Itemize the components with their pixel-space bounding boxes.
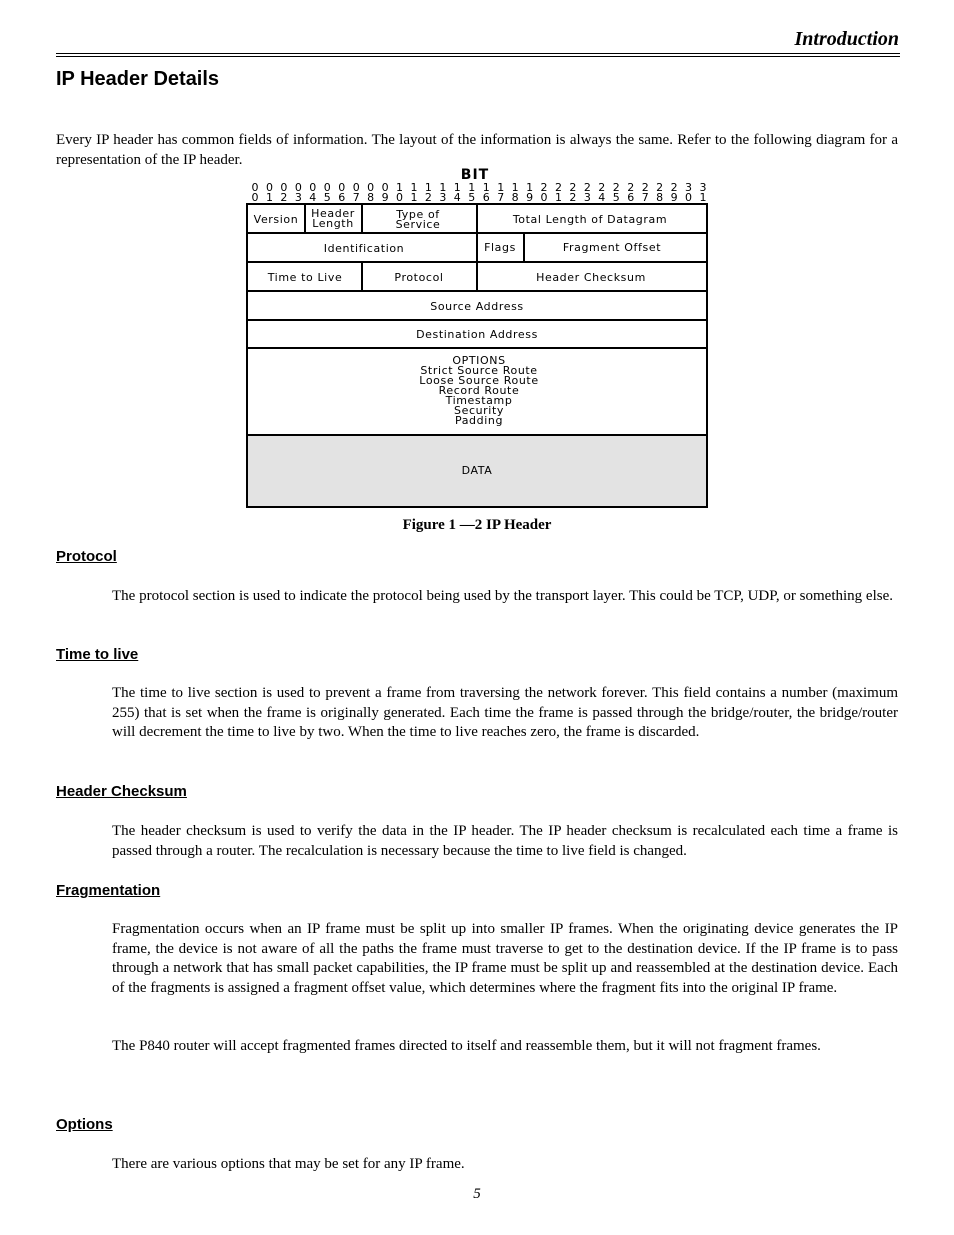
bit-ones-digit: 3 (294, 191, 302, 204)
bit-tens-digit: 1 (439, 181, 447, 194)
bit-ones-digit: 8 (656, 191, 664, 204)
page-title: IP Header Details (56, 68, 220, 90)
bit-ones-digit: 6 (338, 191, 346, 204)
field-total-length: Total Length of Datagram (512, 213, 668, 226)
bit-tens-digit: 0 (352, 181, 360, 194)
bit-ones-digit: 9 (381, 191, 389, 204)
field-time-to-live: Time to Live (267, 271, 343, 284)
bit-ones-digit: 8 (511, 191, 519, 204)
bit-ones-digit: 0 (540, 191, 548, 204)
field-protocol: Protocol (394, 271, 444, 284)
bit-ones-digit: 2 (280, 191, 288, 204)
bit-tens-digit: 0 (367, 181, 375, 194)
bit-ones-digit: 2 (424, 191, 432, 204)
field-header-checksum: Header Checksum (536, 271, 646, 284)
bit-tens-digit: 1 (526, 181, 534, 194)
bit-ones-digit: 7 (641, 191, 649, 204)
header-rule-bottom (56, 56, 900, 57)
bit-tens-digit: 2 (555, 181, 562, 194)
section-heading-fragmentation: Fragmentation (56, 882, 161, 899)
bit-tens-digit: 1 (468, 181, 476, 194)
bit-label: BIT (460, 167, 490, 183)
field-identification: Identification (323, 242, 405, 255)
field-options-title: OPTIONS (452, 354, 506, 367)
field-flags: Flags (484, 241, 516, 254)
bit-tens-digit: 1 (424, 181, 432, 194)
running-head: Introduction (794, 28, 899, 50)
bit-tens-digit: 1 (453, 181, 461, 194)
section-paragraph-fragmentation-1: Fragmentation occurs when an IP frame must be split up into smaller IP frames. When the originating device generates the IP frame, the device is not aware of all the paths the frame must traverse to get to the destination device. If the IP frame is to pass through a network that has small packet capabilities, the IP frame must be split up and reassembled at the destination device. Each of the fragments is assigned a fragment offset value, which determines where the fragment fits into the original IP frame. (112, 921, 898, 996)
bit-ones-digit: 0 (685, 191, 692, 204)
bit-ones-digit: 1 (555, 191, 562, 204)
bit-tens-digit: 1 (396, 181, 403, 194)
field-data: DATA (461, 464, 493, 477)
bit-tens-digit: 0 (266, 181, 273, 194)
bit-tens-digit: 2 (540, 181, 548, 194)
bit-ones-digit: 7 (352, 191, 360, 204)
field-header-length-line1: Header (311, 207, 355, 220)
field-options-padding: Padding (454, 414, 504, 427)
bit-tens-digit: 0 (323, 181, 331, 194)
header-rule-top (56, 53, 900, 54)
bit-ones-digit: 1 (410, 191, 418, 204)
bit-tens-digit: 2 (569, 181, 577, 194)
intro-paragraph: Every IP header has common fields of information. The layout of the information is always the same. Refer to the following diagram for a representation of the IP header. (56, 132, 898, 168)
field-type-of-service-line2: Service (395, 218, 441, 231)
bit-ones-digit: 6 (627, 191, 635, 204)
bit-tens-digit: 2 (583, 181, 591, 194)
section-heading-protocol: Protocol (56, 548, 117, 565)
bit-ones-digit: 8 (367, 191, 375, 204)
bit-ones-digit: 7 (497, 191, 505, 204)
section-paragraph-header-checksum: The header checksum is used to verify the data in the IP header. The IP header checksum is recalculated each time a frame is passed through a router. The recalculation is necessary because the time to live field is changed. (112, 823, 898, 859)
bit-tens-digit: 0 (338, 181, 346, 194)
bit-tens-digit: 1 (482, 181, 490, 194)
bit-tens-digit: 0 (294, 181, 302, 194)
bit-tens-digit: 1 (410, 181, 418, 194)
bit-ones-digit: 2 (569, 191, 577, 204)
section-heading-options: Options (56, 1116, 113, 1133)
bit-ruler (252, 181, 707, 204)
ip-header-diagram (244, 166, 710, 512)
bit-ones-digit: 5 (323, 191, 331, 204)
figure-caption: Figure 1 —2 IP Header (402, 517, 552, 533)
field-version: Version (253, 213, 299, 226)
section-paragraph-options: There are various options that may be set for any IP frame. (112, 1156, 465, 1172)
bit-tens-digit: 0 (280, 181, 288, 194)
field-type-of-service-line1: Type of (396, 208, 440, 221)
section-heading-header-checksum: Header Checksum (56, 783, 187, 800)
field-options-loose-source-route: Loose Source Route (419, 374, 539, 387)
bit-tens-digit: 3 (685, 181, 692, 194)
bit-tens-digit: 2 (641, 181, 649, 194)
bit-tens-digit: 0 (251, 181, 259, 194)
bit-ones-digit: 0 (251, 191, 259, 204)
bit-tens-digit: 1 (497, 181, 505, 194)
bit-tens-digit: 2 (670, 181, 678, 194)
bit-ones-digit: 3 (583, 191, 591, 204)
bit-tens-digit: 0 (309, 181, 317, 194)
field-options-security: Security (454, 404, 504, 417)
field-options-record-route: Record Route (438, 384, 520, 397)
bit-ones-digit: 5 (468, 191, 476, 204)
bit-tens-digit: 3 (699, 181, 707, 194)
bit-ones-digit: 4 (453, 191, 461, 204)
bit-ones-digit: 6 (482, 191, 490, 204)
field-options-strict-source-route: Strict Source Route (420, 364, 538, 377)
bit-tens-digit: 0 (381, 181, 389, 194)
bit-tens-digit: 2 (656, 181, 664, 194)
bit-tens-digit: 2 (612, 181, 620, 194)
section-paragraph-time-to-live: The time to live section is used to prevent a frame from traversing the network forever. This field contains a number (maximum 255) that is set when the frame is originally generated. Each time the frame is passed through the bridge/router, the bridge/router will decrement the time to live by two. When the time to live reaches zero, the frame is discarded. (112, 685, 898, 741)
bit-ones-digit: 4 (309, 191, 317, 204)
section-paragraph-fragmentation-2: The P840 router will accept fragmented frames directed to itself and reassemble them, but it will not fragment frames. (112, 1038, 821, 1054)
field-fragment-offset: Fragment Offset (562, 241, 662, 254)
bit-ones-digit: 9 (526, 191, 534, 204)
field-header-length-line2: Length (312, 217, 354, 230)
bit-ones-digit: 1 (699, 191, 707, 204)
bit-ones-digit: 4 (598, 191, 606, 204)
field-options-timestamp: Timestamp (445, 394, 513, 407)
page-number: 5 (473, 1186, 481, 1202)
section-paragraph-protocol: The protocol section is used to indicate the protocol being used by the transport layer. This could be TCP, UDP, or something else. (112, 588, 893, 604)
bit-ones-digit: 9 (670, 191, 678, 204)
bit-tens-digit: 2 (598, 181, 606, 194)
bit-tens-digit: 2 (627, 181, 635, 194)
section-heading-time-to-live: Time to live (56, 646, 139, 663)
field-source-address: Source Address (430, 300, 524, 313)
bit-tens-digit: 1 (511, 181, 519, 194)
field-destination-address: Destination Address (416, 328, 538, 341)
bit-ones-digit: 0 (396, 191, 403, 204)
bit-ones-digit: 1 (266, 191, 273, 204)
bit-ones-digit: 5 (612, 191, 620, 204)
bit-ones-digit: 3 (439, 191, 447, 204)
